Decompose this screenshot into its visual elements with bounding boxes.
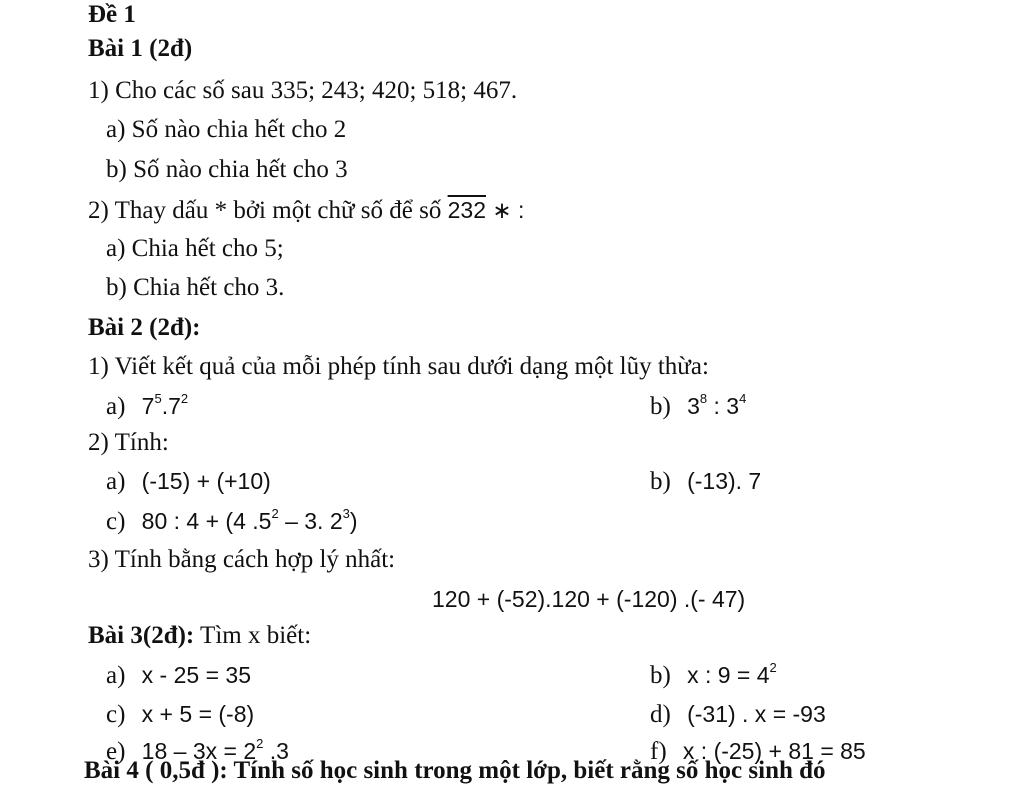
bai2-q1: 1) Viết kết quả của mỗi phép tính sau dưới dạng một lũy thừa: [88,353,709,380]
bai3-f-label: f) [650,738,667,765]
bai2-q2b [650,466,761,497]
bai1-q2b: b) Chia hết cho 3. [106,274,285,301]
bai3-b-expr: x : $9 = 4^2$ [687,660,777,688]
bai3-title [88,621,311,651]
bai3-a [106,660,251,691]
bai3-b [650,660,777,691]
bai1-q1a: a) Số nào chia hết cho 2 [106,116,347,143]
bai4-partial-line [84,757,826,786]
bai1-q1: 1) Cho các số sau 335; 243; 420; 518; 467. [88,77,518,104]
bai3-f-expr: x : (-25) + 81 = 85 [682,738,866,764]
bai2-q2b-label: b) [650,468,671,495]
bai2-q2c [106,506,358,537]
bai2-q2c-expr: 80 : 4 + (4 $.5^2 - 3$. $2^3$) [141,506,358,534]
bai3-c-expr: x + 5 = (-8) [141,701,255,727]
bai3-d-label: d) [650,701,671,728]
bai1-q2-number: 232 [447,197,486,223]
bai2-q1a-expr: $7^5.7^2$ [141,391,189,419]
bai3-b-label: b) [650,662,671,689]
bai3-e-expr: $18 - 3x = 2^2$ .3 [141,736,289,764]
bai1-q2a: a) Chia hết cho 5; [106,235,284,262]
bai3-a-label: a) [106,662,126,689]
bai3-c-label: c) [106,701,126,728]
bai3-title-bold: Bài 3(2đ): [88,622,195,649]
bai2-title: Bài 2 (2đ): [88,314,201,341]
bai3-d [650,699,826,730]
bai2-q1b [650,391,746,422]
bai2-q3-expr: 120 + (-52).120 + (-120) .(- 47) [432,586,746,612]
bai2-q2: 2) Tính: [88,429,169,456]
bai2-q1a-label: a) [106,393,126,420]
bai2-q1b-label: b) [650,393,671,420]
bai2-q1b-expr: $3^8$ : $3^4$ [687,391,747,419]
bai2-q2b-expr: (-13). 7 [687,468,762,494]
bai1-q1b: b) Số nào chia hết cho 3 [106,156,348,183]
bai1-title: Bài 1 (2đ) [88,35,193,62]
bai3-e-label: e) [106,738,126,765]
bai1-q2 [88,195,524,226]
bai1-q2-text: 2) Thay dấu * bởi một chữ số để số [88,197,442,224]
bai2-q3: 3) Tính bằng cách hợp lý nhất: [88,546,396,573]
bai3-title-rest: Tìm x biết: [194,622,312,649]
bai2-q2a-expr: (-15) + (+10) [141,468,271,494]
bai3-d-expr: (-31) . x = -93 [687,701,826,727]
bai2-q2a-label: a) [106,468,126,495]
bai1-q2-star: ∗ : [485,197,525,223]
bai2-q2c-label: c) [106,508,126,535]
bai3-c [106,699,254,730]
bai3-a-expr: x - 25 = 35 [141,662,251,688]
bai2-q1a [106,391,188,422]
bai4-partial-text: Bài 4 ( 0,5đ ): Tính số học sinh trong một lớp, biết rằng số học sinh đó [84,757,826,784]
bai2-q2a [106,466,271,497]
page-heading: Đề 1 [88,1,136,28]
